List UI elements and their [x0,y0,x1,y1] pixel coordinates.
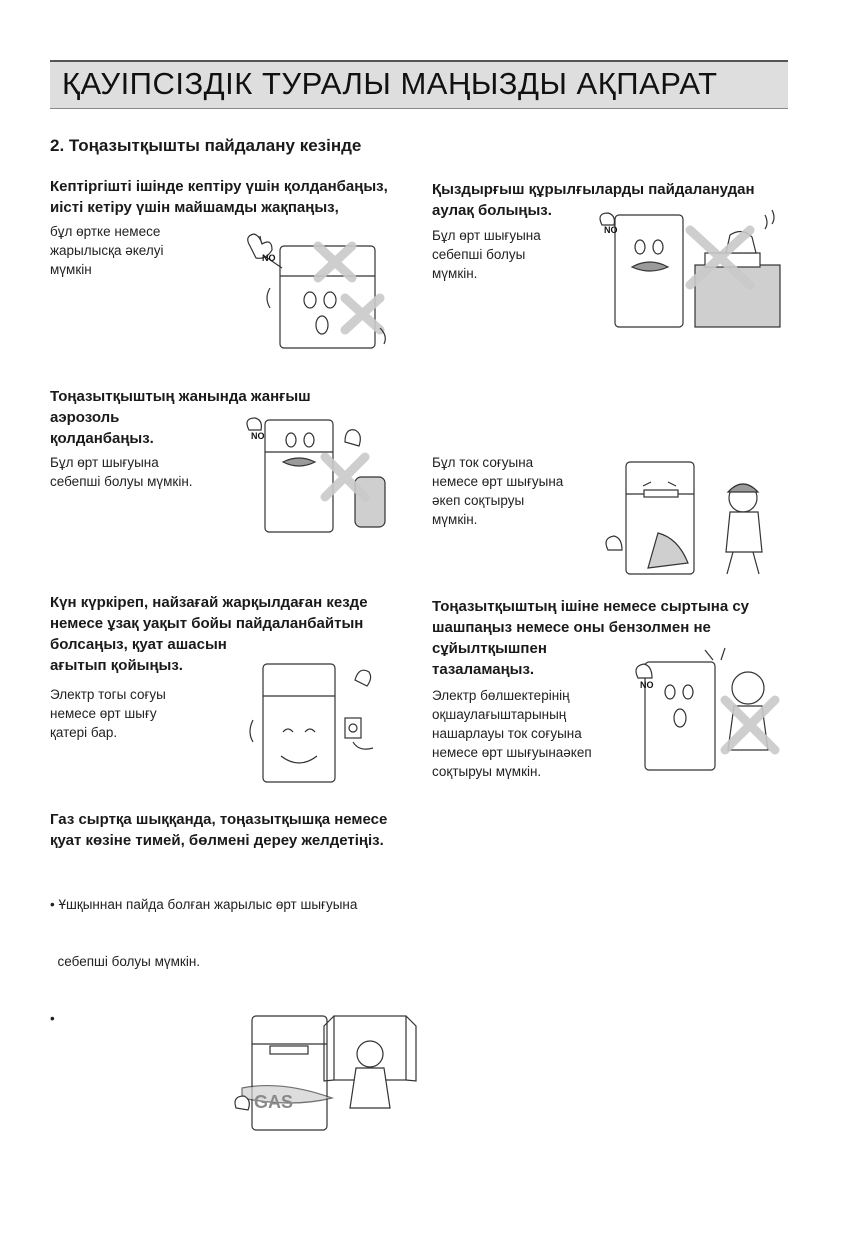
cap-icon [728,484,758,492]
warning-line: Күн күркіреп, найзағай жарқылдаған кезде [50,594,368,611]
warning-line: аулақ болыңыз. [432,202,552,219]
body-line: мүмкін. [432,512,478,527]
fridge-body [252,1016,327,1130]
power-socket-icon [345,718,361,738]
warning-body [432,226,541,283]
body-line: соқтыруы мүмкін. [432,764,542,779]
illustration-fridge-heater [590,205,790,330]
warning-line: Кептіргішті ішінде кептіру үшін қолданбаңыз, [50,178,388,195]
warning-line: иісті кетіру үшін майшамды жақпаңыз, [50,199,339,216]
hand-icon [355,670,371,686]
section-title: 2. Тоңазытқышты пайдалану кезінде [50,136,362,155]
body-line: немесе өрт шығу [50,706,157,721]
warning-heading [50,176,388,218]
warning-body [432,686,592,781]
warning-body [432,453,563,529]
illustration-fridge-aerosol [235,412,400,537]
warning-line: Тоңазытқыштың жанында жанғыш [50,388,311,405]
body-line: жарылысқа әкелуі [50,243,164,258]
warning-line: болсаңыз, қуат ашасын [50,636,227,653]
body-line: себепші болуы [432,247,526,262]
illustration-fridge-unplug [245,660,395,785]
person-head [357,1041,383,1067]
body-line: мүмкін. [432,266,478,281]
warning-line: шашпаңыз немесе оны бензолмен не [432,619,711,636]
body-line: Электр бөлшектерінің [432,688,570,703]
warning-line: немесе ұзақ уақыт бойы пайдаланбайтын [50,615,364,632]
warning-line: Тоңазытқыштың ішіне немесе сыртына су [432,598,750,615]
illustration-fridge-dryer [230,228,400,358]
warning-line: қуат көзіне тимей, бөлмені дереу желдетіңіз. [50,832,384,849]
warning-line: Газ сыртқа шыққанда, тоңазытқышқа немесе [50,811,388,828]
body-line: немесе өрт шығуынаәкеп [432,745,592,760]
body-line: бұл өртке немесе [50,224,161,239]
body-line: мүмкін [50,262,92,277]
body-line: немесе өрт шығуына [432,474,564,489]
fridge-body [265,420,333,532]
hand-icon [345,430,360,446]
warning-body [50,685,166,742]
hand-icon [606,536,622,550]
warning-line: аэрозоль [50,409,120,426]
illustration-fridge-water [630,640,785,780]
body-line: Бұл өрт шығуына [50,455,159,470]
body-line: Электр тогы соғуы [50,687,166,702]
page-title: ҚАУІПСІЗДІК ТУРАЛЫ МАҢЫЗДЫ АҚПАРАТ [62,66,718,101]
illustration-fridge-repairman [598,458,773,583]
body-line: қатері бар. [50,725,118,740]
aerosol-can-icon [355,477,385,527]
hand-icon [247,418,261,430]
illustration-fridge-gas [232,1008,422,1133]
warning-line: ағытып қойыңыз. [50,657,183,674]
warning-body [50,453,193,491]
no-sign-text: NO [640,680,654,690]
warning-line: сұйылтқышпен [432,640,547,657]
bullet-line: себепші болуы мүмкін. [50,954,201,969]
body-line: оқшаулағыштарының [432,707,567,722]
fridge-body [263,664,335,782]
body-line: әкеп соқтыруы [432,493,525,508]
no-sign-text: NO [604,225,618,235]
bullet-line: • Ұшқыннан пайда болған жарылыс өрт шығуына [50,897,358,912]
bullet-line: • [50,1011,55,1026]
warning-line: Қыздырғыш құрылғыларды пайдаланудан [432,181,755,198]
body-line: Бұл өрт шығуына [432,228,541,243]
warning-heading [50,809,387,851]
body-line: Бұл ток соғуына [432,455,534,470]
no-sign-text: NO [262,253,276,263]
body-line: себепші болуы мүмкін. [50,474,193,489]
hand-icon [235,1096,249,1110]
warning-line: қолданбаңыз. [50,430,154,447]
warning-body [50,222,164,279]
no-sign-text: NO [251,431,265,441]
hand-icon [600,213,614,225]
warning-line: тазаламаңыз. [432,661,535,678]
gas-label: GAS [254,1092,294,1112]
body-line: нашарлауы ток соғуына [432,726,582,741]
person-head [732,672,764,704]
